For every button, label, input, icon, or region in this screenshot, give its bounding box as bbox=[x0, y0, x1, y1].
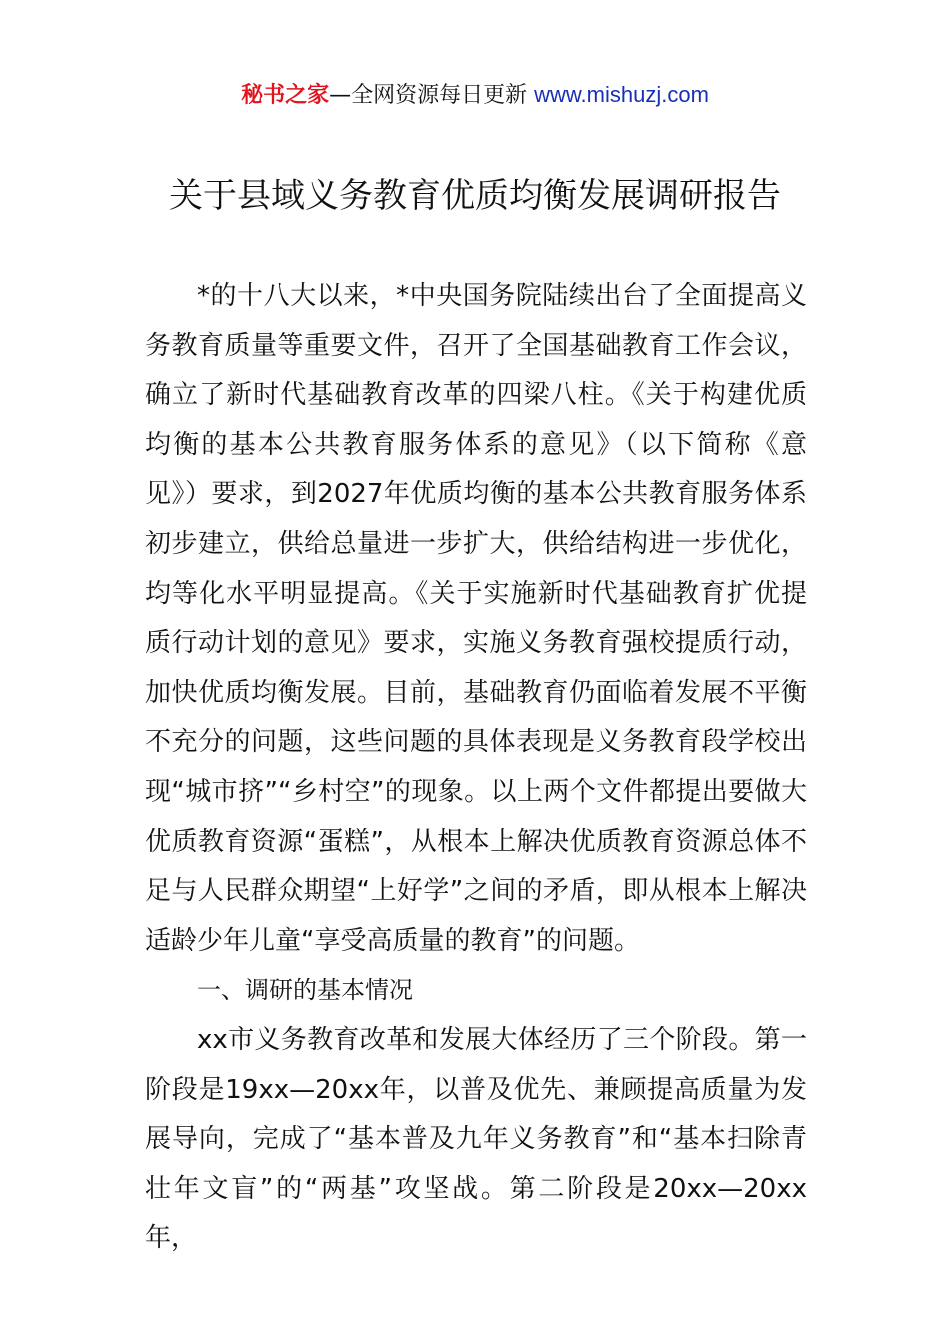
section-heading: 一、调研的基本情况 bbox=[197, 976, 413, 1005]
intro-paragraph: *的十八大以来，*中央国务院陆续出台了全面提高义务教育质量等重要文件，召开了全国基础教育工作会议，确立了新时代基础教育改革的四梁八柱。《关于构建优质均衡的基本公共教育服务体系的意见》（以下简称《意见》）要求，到2027年优质均衡的基本公共教育服务体系初步建立，供给总量进一步扩大，供给结构进一步优化，均等化水平明显提高。《关于实施新时代基础教育扩优提质行动计划的意见》要求，实施义务教育强校提质行动，加快优质均衡发展。目前，基础教育仍面临着发展不平衡不充分的问题，这些问题的具体表现是义务教育段学校出现“城市挤”“乡村空”的现象。以上两个文件都提出要做大优质教育资源“蛋糕”，从根本上解决优质教育资源总体不足与人民群众期望“上好学”之间的矛盾，即从根本上解决适龄少年儿童“享受高质量的教育”的问题。 bbox=[145, 281, 807, 956]
document-body bbox=[145, 272, 807, 1264]
body-paragraph: xx市义务教育改革和发展大体经历了三个阶段。第一阶段是19xx—20xx年，以普及优先、兼顾提高质量为发展导向，完成了“基本普及九年义务教育”和“基本扫除青壮年文盲”的“两基”攻坚战。第二阶段是20xx—20xx年， bbox=[145, 1024, 807, 1254]
document-title: 关于县域义务教育优质均衡发展调研报告 bbox=[169, 176, 781, 216]
site-url-link[interactable]: www.mishuzj.com bbox=[534, 82, 709, 107]
site-header bbox=[0, 78, 950, 113]
site-slogan: —全网资源每日更新 bbox=[329, 83, 528, 108]
site-brand: 秘书之家 bbox=[241, 83, 330, 108]
